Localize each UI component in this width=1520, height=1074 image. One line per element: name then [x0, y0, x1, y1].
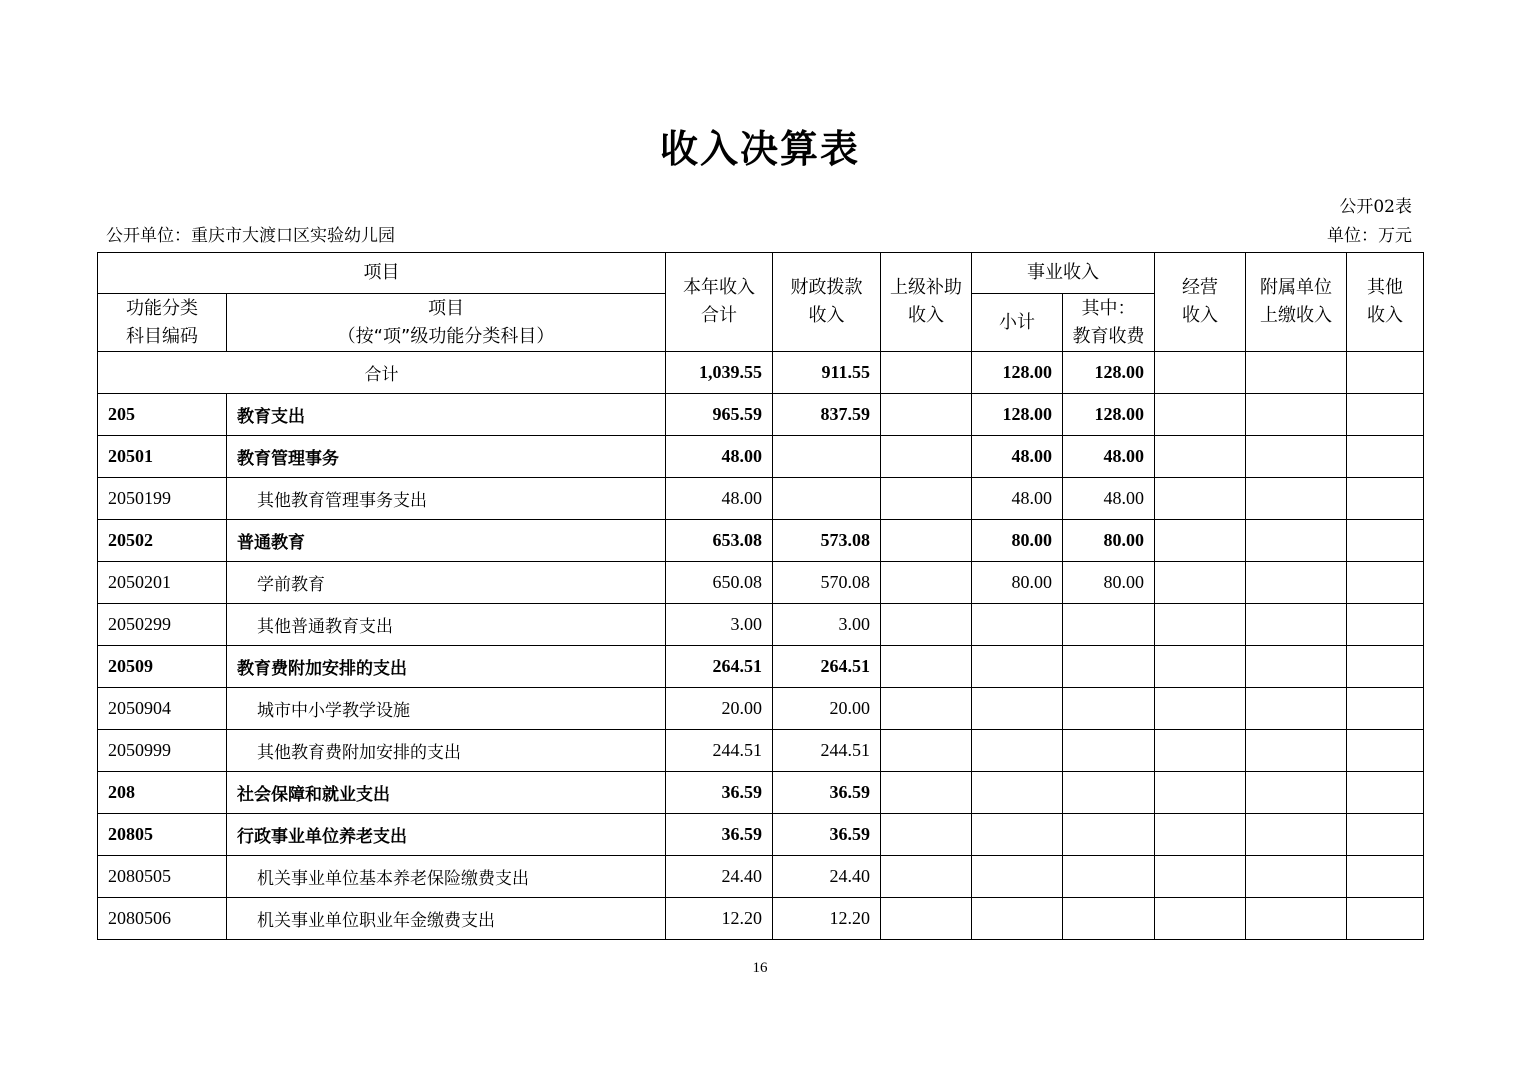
row-edu: 48.00	[1063, 436, 1155, 478]
row-total: 653.08	[666, 520, 773, 562]
row-edu	[1063, 688, 1155, 730]
row-total: 36.59	[666, 814, 773, 856]
header-name: 项目 （按“项”级功能分类科目）	[227, 294, 666, 352]
row-edu	[1063, 772, 1155, 814]
unit-measure: 单位：万元	[1327, 226, 1412, 246]
row-total: 244.51	[666, 730, 773, 772]
total-upper	[881, 352, 972, 394]
row-code: 20509	[98, 646, 227, 688]
header-subtotal: 小计	[972, 294, 1063, 352]
row-business	[1155, 772, 1246, 814]
header-total: 本年收入 合计	[666, 253, 773, 352]
row-name: 机关事业单位职业年金缴费支出	[227, 898, 666, 940]
row-business	[1155, 604, 1246, 646]
row-subtotal	[972, 856, 1063, 898]
row-edu: 80.00	[1063, 520, 1155, 562]
row-upper	[881, 520, 972, 562]
header-edu-fee: 其中： 教育收费	[1063, 294, 1155, 352]
row-edu: 48.00	[1063, 478, 1155, 520]
row-upper	[881, 436, 972, 478]
row-upper	[881, 814, 972, 856]
table-row	[98, 562, 1424, 604]
header-business: 经营 收入	[1155, 253, 1246, 352]
row-name: 教育费附加安排的支出	[227, 646, 666, 688]
row-edu	[1063, 604, 1155, 646]
row-fiscal: 36.59	[773, 814, 881, 856]
page-title: 收入决算表	[659, 127, 860, 171]
row-code: 20501	[98, 436, 227, 478]
row-upper	[881, 730, 972, 772]
table-row	[98, 772, 1424, 814]
row-code: 20805	[98, 814, 227, 856]
total-row	[98, 352, 1424, 394]
row-fiscal	[773, 436, 881, 478]
row-fiscal: 573.08	[773, 520, 881, 562]
header-project: 项目	[98, 253, 666, 294]
row-fiscal: 244.51	[773, 730, 881, 772]
row-subtotal: 48.00	[972, 478, 1063, 520]
row-edu	[1063, 646, 1155, 688]
page-number: 16	[752, 960, 768, 976]
row-upper	[881, 478, 972, 520]
row-code: 208	[98, 772, 227, 814]
total-label: 合计	[98, 352, 666, 394]
row-business	[1155, 520, 1246, 562]
row-edu	[1063, 814, 1155, 856]
row-subtotal	[972, 730, 1063, 772]
row-code: 2050201	[98, 562, 227, 604]
row-subtotal: 80.00	[972, 520, 1063, 562]
row-code: 2050999	[98, 730, 227, 772]
header-fiscal: 财政拨款 收入	[773, 253, 881, 352]
row-fiscal: 36.59	[773, 772, 881, 814]
row-affiliate	[1246, 898, 1347, 940]
header-code: 功能分类 科目编码	[98, 294, 227, 352]
row-business	[1155, 646, 1246, 688]
row-total: 24.40	[666, 856, 773, 898]
row-affiliate	[1246, 646, 1347, 688]
table-row	[98, 520, 1424, 562]
row-name: 教育管理事务	[227, 436, 666, 478]
row-total: 36.59	[666, 772, 773, 814]
row-affiliate	[1246, 730, 1347, 772]
row-business	[1155, 730, 1246, 772]
row-subtotal	[972, 688, 1063, 730]
row-other	[1347, 730, 1424, 772]
row-total: 48.00	[666, 436, 773, 478]
row-affiliate	[1246, 856, 1347, 898]
row-other	[1347, 898, 1424, 940]
row-code: 2080505	[98, 856, 227, 898]
row-fiscal: 24.40	[773, 856, 881, 898]
table-row	[98, 478, 1424, 520]
row-code: 2050199	[98, 478, 227, 520]
row-affiliate	[1246, 436, 1347, 478]
row-other	[1347, 688, 1424, 730]
row-subtotal	[972, 646, 1063, 688]
row-total: 12.20	[666, 898, 773, 940]
row-fiscal	[773, 478, 881, 520]
table-row	[98, 814, 1424, 856]
table-row	[98, 604, 1424, 646]
row-affiliate	[1246, 562, 1347, 604]
row-other	[1347, 646, 1424, 688]
row-upper	[881, 604, 972, 646]
row-name: 行政事业单位养老支出	[227, 814, 666, 856]
row-other	[1347, 394, 1424, 436]
row-subtotal: 128.00	[972, 394, 1063, 436]
row-other	[1347, 520, 1424, 562]
row-total: 3.00	[666, 604, 773, 646]
header-other: 其他 收入	[1347, 253, 1424, 352]
row-affiliate	[1246, 478, 1347, 520]
row-code: 205	[98, 394, 227, 436]
row-name: 其他教育费附加安排的支出	[227, 730, 666, 772]
row-name: 其他普通教育支出	[227, 604, 666, 646]
table-row	[98, 730, 1424, 772]
header-career: 事业收入	[972, 253, 1155, 294]
form-number: 公开02表	[1339, 197, 1412, 217]
row-total: 650.08	[666, 562, 773, 604]
total-subtotal: 128.00	[972, 352, 1063, 394]
header-affiliate: 附属单位 上缴收入	[1246, 253, 1347, 352]
row-name: 城市中小学教学设施	[227, 688, 666, 730]
row-other	[1347, 562, 1424, 604]
row-edu: 80.00	[1063, 562, 1155, 604]
income-table	[97, 252, 1424, 940]
row-name: 教育支出	[227, 394, 666, 436]
row-name: 其他教育管理事务支出	[227, 478, 666, 520]
row-other	[1347, 856, 1424, 898]
row-code: 2050904	[98, 688, 227, 730]
row-total: 20.00	[666, 688, 773, 730]
table-row	[98, 436, 1424, 478]
row-affiliate	[1246, 394, 1347, 436]
header-upper: 上级补助 收入	[881, 253, 972, 352]
unit-organization: 公开单位：重庆市大渡口区实验幼儿园	[106, 226, 395, 246]
row-subtotal	[972, 772, 1063, 814]
header-row-1	[98, 253, 1424, 294]
row-affiliate	[1246, 772, 1347, 814]
table-row	[98, 688, 1424, 730]
row-subtotal: 48.00	[972, 436, 1063, 478]
row-fiscal: 264.51	[773, 646, 881, 688]
row-affiliate	[1246, 814, 1347, 856]
row-edu: 128.00	[1063, 394, 1155, 436]
total-other	[1347, 352, 1424, 394]
row-subtotal	[972, 814, 1063, 856]
row-other	[1347, 478, 1424, 520]
row-upper	[881, 646, 972, 688]
table-row	[98, 856, 1424, 898]
total-fiscal: 911.55	[773, 352, 881, 394]
row-code: 20502	[98, 520, 227, 562]
row-business	[1155, 562, 1246, 604]
total-affiliate	[1246, 352, 1347, 394]
row-name: 学前教育	[227, 562, 666, 604]
row-business	[1155, 394, 1246, 436]
row-code: 2050299	[98, 604, 227, 646]
row-business	[1155, 478, 1246, 520]
row-total: 965.59	[666, 394, 773, 436]
row-business	[1155, 814, 1246, 856]
row-upper	[881, 562, 972, 604]
row-subtotal	[972, 604, 1063, 646]
row-total: 264.51	[666, 646, 773, 688]
table-row	[98, 898, 1424, 940]
row-edu	[1063, 898, 1155, 940]
row-business	[1155, 898, 1246, 940]
row-other	[1347, 772, 1424, 814]
row-fiscal: 570.08	[773, 562, 881, 604]
row-affiliate	[1246, 520, 1347, 562]
row-business	[1155, 856, 1246, 898]
row-fiscal: 837.59	[773, 394, 881, 436]
row-subtotal: 80.00	[972, 562, 1063, 604]
row-fiscal: 20.00	[773, 688, 881, 730]
total-business	[1155, 352, 1246, 394]
row-other	[1347, 814, 1424, 856]
row-business	[1155, 688, 1246, 730]
table-row	[98, 394, 1424, 436]
row-upper	[881, 772, 972, 814]
table-row	[98, 646, 1424, 688]
row-subtotal	[972, 898, 1063, 940]
row-other	[1347, 436, 1424, 478]
row-business	[1155, 436, 1246, 478]
row-total: 48.00	[666, 478, 773, 520]
row-fiscal: 12.20	[773, 898, 881, 940]
row-affiliate	[1246, 688, 1347, 730]
row-upper	[881, 898, 972, 940]
row-fiscal: 3.00	[773, 604, 881, 646]
row-name: 社会保障和就业支出	[227, 772, 666, 814]
row-upper	[881, 394, 972, 436]
row-name: 普通教育	[227, 520, 666, 562]
row-edu	[1063, 730, 1155, 772]
row-upper	[881, 688, 972, 730]
total-total: 1,039.55	[666, 352, 773, 394]
row-code: 2080506	[98, 898, 227, 940]
row-name: 机关事业单位基本养老保险缴费支出	[227, 856, 666, 898]
total-edu: 128.00	[1063, 352, 1155, 394]
row-edu	[1063, 856, 1155, 898]
row-other	[1347, 604, 1424, 646]
row-affiliate	[1246, 604, 1347, 646]
row-upper	[881, 856, 972, 898]
